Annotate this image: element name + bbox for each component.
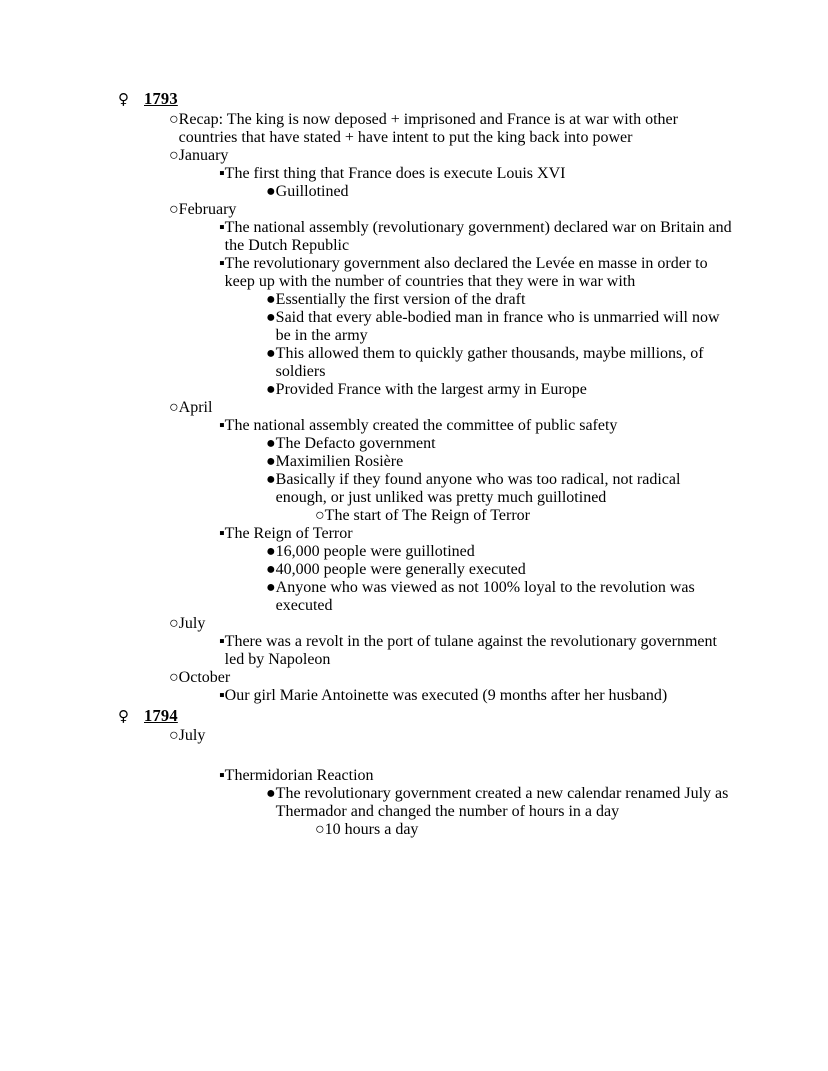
february-item2-sub2-text: Said that every able-bodied man in france who is unmarried will now be in the army xyxy=(275,308,720,344)
list-item xyxy=(266,291,735,309)
list-item xyxy=(266,543,735,561)
february-item2-sub4-text: Provided France with the largest army in Europe xyxy=(275,380,587,398)
february-item1-row[interactable] xyxy=(219,219,735,255)
list-item xyxy=(266,785,735,839)
disc-bullet-icon: ● xyxy=(266,470,276,488)
february-row[interactable] xyxy=(169,201,735,219)
circle-bullet-icon: ○ xyxy=(315,506,325,524)
july-1794-row[interactable] xyxy=(169,727,735,745)
february-item2-row[interactable] xyxy=(219,255,735,291)
list-item xyxy=(219,767,735,839)
january-item1-text: The first thing that France does is execute Louis XVI xyxy=(224,164,566,182)
list-item xyxy=(266,183,735,201)
circle-bullet-icon: ○ xyxy=(315,821,325,838)
october-children xyxy=(169,687,735,705)
disc-bullet-icon: ● xyxy=(266,785,276,802)
list-item xyxy=(266,435,735,453)
list-item xyxy=(219,525,735,615)
april-item1-sub1-row[interactable] xyxy=(266,435,735,453)
thermidorian-children xyxy=(219,785,735,839)
month-october xyxy=(169,669,735,705)
circle-bullet-icon: ○ xyxy=(169,668,179,686)
square-bullet-icon: ▪ xyxy=(219,767,225,784)
square-bullet-icon: ▪ xyxy=(219,632,225,650)
venus-icon: ♀ xyxy=(118,90,129,108)
april-item2-sub1-text: 16,000 people were guillotined xyxy=(275,542,475,560)
january-row[interactable] xyxy=(169,147,735,165)
outline-root xyxy=(118,88,735,839)
april-reign-start-row[interactable] xyxy=(315,507,735,525)
month-february xyxy=(169,201,735,399)
circle-bullet-icon: ○ xyxy=(169,727,179,744)
year-1794-row[interactable] xyxy=(118,705,735,728)
february-item2-sub1-row[interactable] xyxy=(266,291,735,309)
february-item2-text: The revolutionary government also declared the Levée en masse in order to keep up with the number of countries that they were in war with xyxy=(224,254,708,290)
february-children xyxy=(169,219,735,399)
disc-bullet-icon: ● xyxy=(266,560,276,578)
january-item1-sub1-text: Guillotined xyxy=(275,182,349,200)
july-1793-children xyxy=(169,633,735,669)
july-1794-label: July xyxy=(178,727,206,744)
disc-bullet-icon: ● xyxy=(266,182,276,200)
list-item xyxy=(315,821,735,839)
april-item1-sub1-text: The Defacto government xyxy=(275,434,436,452)
new-calendar-text: The revolutionary government created a new calendar renamed July as Thermador and changed the number of hours in a day xyxy=(275,785,729,820)
january-item1-children xyxy=(219,183,735,201)
disc-bullet-icon: ● xyxy=(266,578,276,596)
square-bullet-icon: ▪ xyxy=(219,686,225,704)
circle-bullet-icon: ○ xyxy=(169,146,179,164)
square-bullet-icon: ▪ xyxy=(219,416,225,434)
april-item1-sub3-text: Basically if they found anyone who was too radical, not radical enough, or just unliked was pretty much guillotined xyxy=(275,470,681,506)
july-1793-item1-row[interactable] xyxy=(219,633,735,669)
april-item2-children xyxy=(219,543,735,615)
july-1794-children xyxy=(169,767,735,839)
list-item xyxy=(219,687,735,705)
circle-bullet-icon: ○ xyxy=(169,200,179,218)
venus-icon: ♀ xyxy=(118,706,129,725)
list-item xyxy=(219,165,735,201)
new-calendar-row[interactable] xyxy=(266,785,735,821)
new-calendar-children xyxy=(266,821,735,839)
disc-bullet-icon: ● xyxy=(266,344,276,362)
list-item xyxy=(219,417,735,525)
april-children xyxy=(169,417,735,615)
year-1793-children xyxy=(118,111,735,705)
april-item1-children xyxy=(219,435,735,525)
disc-bullet-icon: ● xyxy=(266,542,276,560)
list-item xyxy=(219,219,735,255)
january-item1-sub1-row[interactable] xyxy=(266,183,735,201)
april-item2-sub3-text: Anyone who was viewed as not 100% loyal to the revolution was executed xyxy=(275,578,695,614)
circle-bullet-icon: ○ xyxy=(169,110,179,128)
july-1793-item1-text: There was a revolt in the port of tulane against the revolutionary government led by Napoleon xyxy=(224,632,717,668)
disc-bullet-icon: ● xyxy=(266,308,276,326)
october-row[interactable] xyxy=(169,669,735,687)
square-bullet-icon: ▪ xyxy=(219,164,225,182)
list-item xyxy=(266,471,735,525)
recap-item xyxy=(169,111,735,147)
april-item2-row[interactable] xyxy=(219,525,735,543)
year-1794-label: 1794 xyxy=(144,705,178,725)
list-item xyxy=(219,255,735,399)
april-item2-sub3-row[interactable] xyxy=(266,579,735,615)
outline-year-1794 xyxy=(118,705,735,840)
january-item1-row[interactable] xyxy=(219,165,735,183)
july-1793-label: July xyxy=(178,614,206,632)
april-item1-row[interactable] xyxy=(219,417,735,435)
square-bullet-icon: ▪ xyxy=(219,524,225,542)
year-1794-children xyxy=(118,727,735,839)
recap-text: Recap: The king is now deposed + imprisoned and France is at war with other countries that have stated + have intent to put the king back into power xyxy=(178,110,678,146)
list-item xyxy=(219,633,735,669)
list-item xyxy=(266,381,735,399)
january-children xyxy=(169,165,735,201)
list-item xyxy=(315,507,735,525)
february-item2-sub3-row[interactable] xyxy=(266,345,735,381)
circle-bullet-icon: ○ xyxy=(169,398,179,416)
april-reign-start-text: The start of The Reign of Terror xyxy=(324,506,531,524)
disc-bullet-icon: ● xyxy=(266,290,276,308)
disc-bullet-icon: ● xyxy=(266,452,276,470)
february-item2-sub1-text: Essentially the first version of the draft xyxy=(275,290,526,308)
list-item xyxy=(266,345,735,381)
ten-hours-row[interactable] xyxy=(315,821,735,839)
ten-hours-text: 10 hours a day xyxy=(324,821,419,838)
january-label: January xyxy=(178,146,229,164)
february-item2-sub4-row[interactable] xyxy=(266,381,735,399)
month-april xyxy=(169,399,735,615)
list-item xyxy=(266,309,735,345)
april-item1-sub3-children xyxy=(266,507,735,525)
month-january xyxy=(169,147,735,201)
april-row[interactable] xyxy=(169,399,735,417)
april-item1-text: The national assembly created the committee of public safety xyxy=(224,416,618,434)
october-item1-text: Our girl Marie Antoinette was executed (9 months after her husband) xyxy=(224,686,668,704)
february-item1-text: The national assembly (revolutionary government) declared war on Britain and the Dutch Republic xyxy=(224,218,732,254)
square-bullet-icon: ▪ xyxy=(219,254,225,272)
april-item1-sub2-text: Maximilien Rosière xyxy=(275,452,404,470)
square-bullet-icon: ▪ xyxy=(219,218,225,236)
october-item1-row[interactable] xyxy=(219,687,735,705)
february-label: February xyxy=(178,200,237,218)
disc-bullet-icon: ● xyxy=(266,380,276,398)
list-item xyxy=(266,579,735,615)
list-item xyxy=(266,561,735,579)
list-item xyxy=(266,453,735,471)
october-label: October xyxy=(178,668,231,686)
year-1793-label: 1793 xyxy=(144,89,178,108)
thermidorian-reaction-text: Thermidorian Reaction xyxy=(224,767,374,784)
thermidorian-reaction-row[interactable] xyxy=(219,767,735,785)
circle-bullet-icon: ○ xyxy=(169,614,179,632)
april-item2-sub2-row[interactable] xyxy=(266,561,735,579)
april-item1-sub2-row[interactable] xyxy=(266,453,735,471)
outline-year-1793 xyxy=(118,88,735,705)
july-1793-row[interactable] xyxy=(169,615,735,633)
year-1793-row[interactable] xyxy=(118,88,735,111)
month-july-1794 xyxy=(169,727,735,839)
month-july-1793 xyxy=(169,615,735,669)
april-item1-sub3-row[interactable] xyxy=(266,471,735,507)
disc-bullet-icon: ● xyxy=(266,434,276,452)
february-item2-children xyxy=(219,291,735,399)
april-item2-sub1-row[interactable] xyxy=(266,543,735,561)
february-item2-sub3-text: This allowed them to quickly gather thousands, maybe millions, of soldiers xyxy=(275,344,704,380)
april-item2-sub2-text: 40,000 people were generally executed xyxy=(275,560,526,578)
empty-line-spacer xyxy=(169,745,735,767)
recap-row[interactable] xyxy=(169,111,735,147)
april-label: April xyxy=(178,398,213,416)
february-item2-sub2-row[interactable] xyxy=(266,309,735,345)
april-item2-text: The Reign of Terror xyxy=(224,524,353,542)
